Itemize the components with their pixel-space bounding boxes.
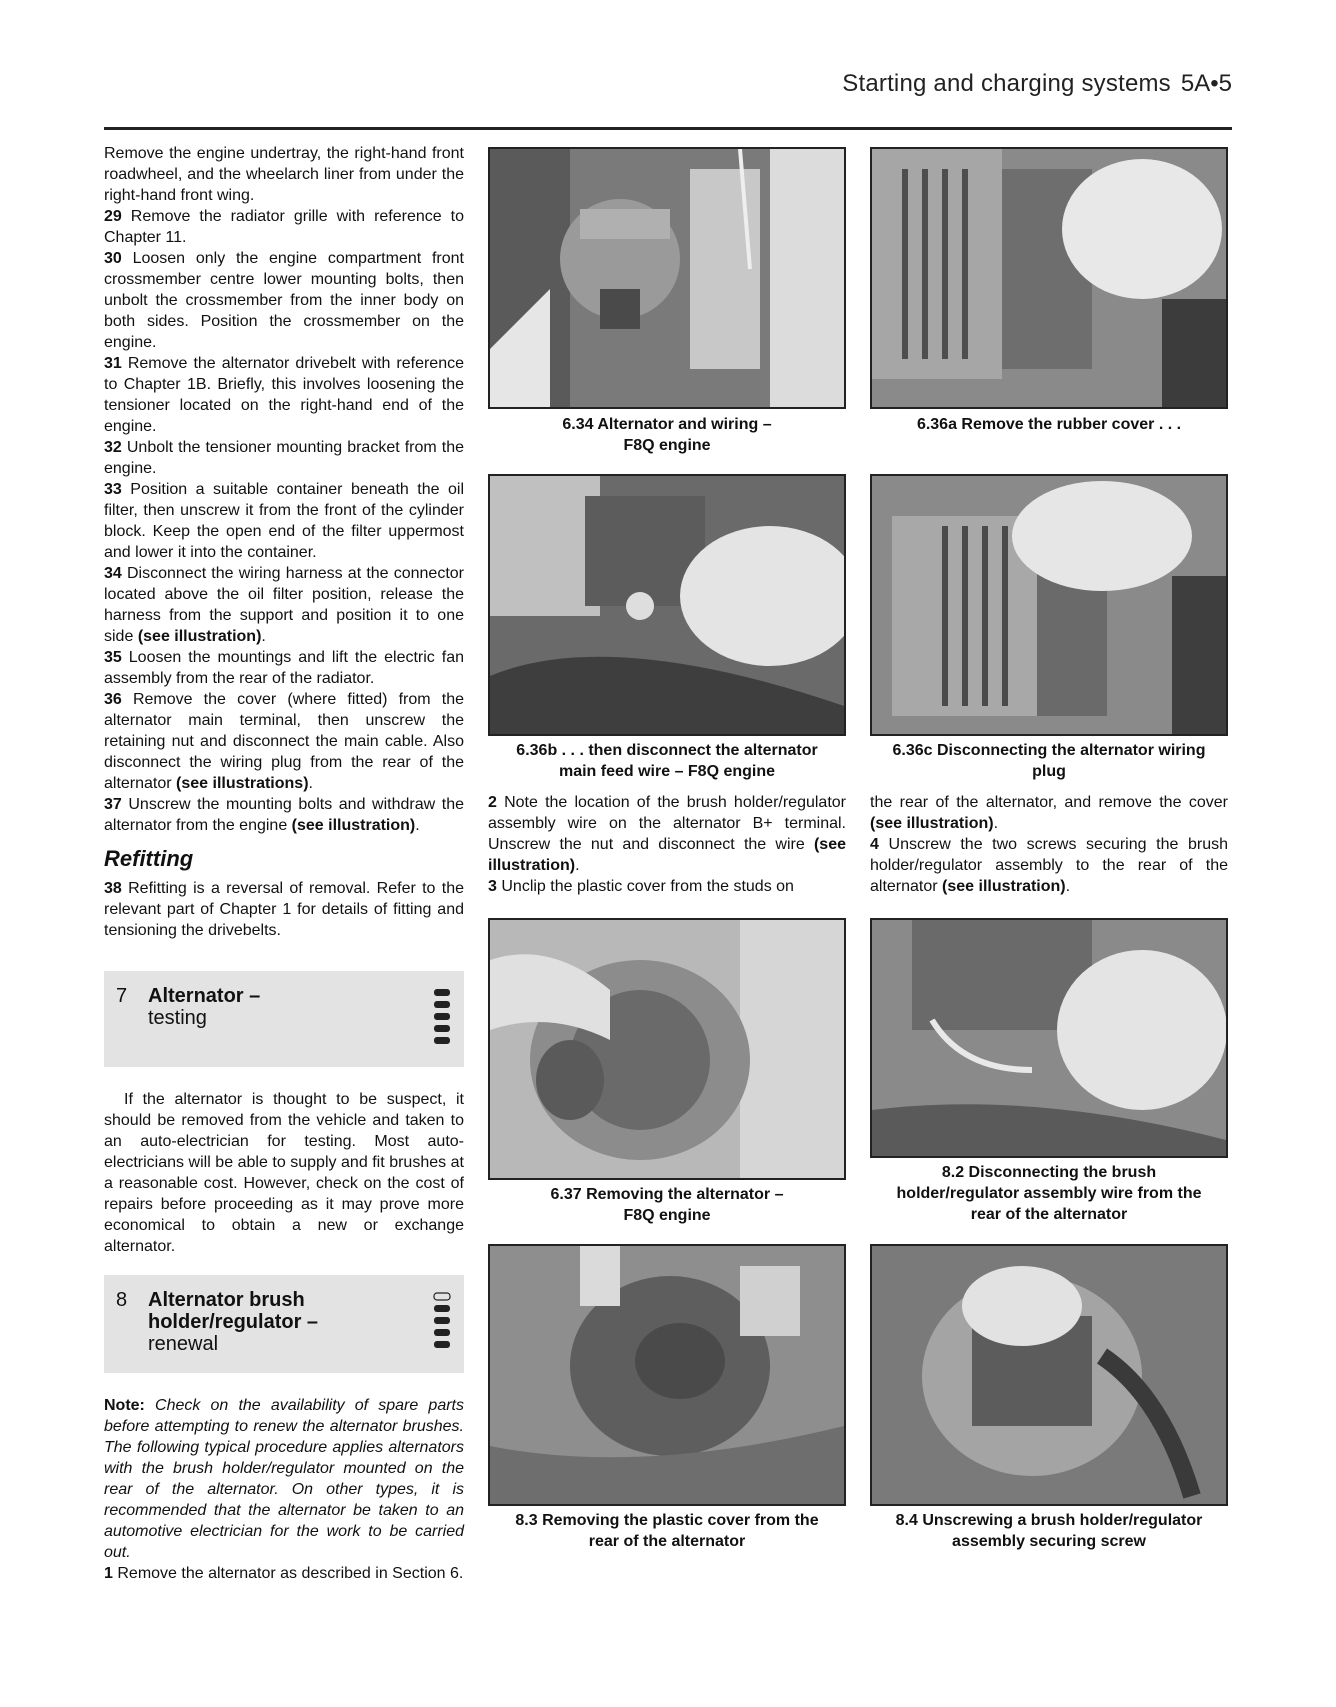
alternator-photo-icon xyxy=(490,476,844,734)
caption-6-34: 6.34 Alternator and wiring – F8Q engine xyxy=(562,416,772,454)
illustration-ref: (see illustration) xyxy=(488,836,846,874)
alternator-photo-icon xyxy=(872,149,1226,407)
difficulty-wrench-icon xyxy=(430,1291,456,1355)
alternator-photo-icon xyxy=(872,920,1226,1156)
section-8-heading xyxy=(104,1275,464,1373)
section-number: 7 xyxy=(116,985,128,1007)
section-7-heading xyxy=(104,971,464,1067)
continued-step-3: the rear of the alternator, and remove the cover (see illustration). xyxy=(870,794,1228,832)
note-paragraph: Note: Check on the availability of spare parts before attempting to renew the alternator brushes. The following typical procedure applies alternators with the brush holder/regulator mounted on the rear of the alternator. On other types, it is recommended that the alternator be taken to an automotive electrician for the work to be carried out. xyxy=(104,1397,464,1561)
alternator-photo-icon xyxy=(490,1246,844,1504)
step-4: 4 Unscrew the two screws securing the brush holder/regulator assembly to the rear of the alternator (see illustration). xyxy=(870,836,1228,895)
right-text xyxy=(870,792,1228,897)
refitting-heading: Refitting xyxy=(104,846,194,871)
step-29: 29 Remove the radiator grille with reference to Chapter 11. xyxy=(104,208,464,246)
caption-8-2: 8.2 Disconnecting the brush holder/regulator assembly wire from the rear of the alternator xyxy=(896,1164,1202,1223)
alternator-photo-icon xyxy=(490,149,844,407)
section-number: 8 xyxy=(116,1289,128,1311)
illustration-ref: (see illustrations) xyxy=(176,775,309,792)
step-32: 32 Unbolt the tensioner mounting bracket from the engine. xyxy=(104,439,465,477)
header-rule xyxy=(104,127,1232,130)
middle-text xyxy=(488,792,846,897)
illustration-ref: (see illustration) xyxy=(942,878,1066,895)
chapter-title: Starting and charging systems xyxy=(842,70,1171,97)
page-header xyxy=(0,70,1232,98)
section-title: Alternator brush holder/regulator – renewal xyxy=(148,1289,319,1355)
caption-6-36c: 6.36c Disconnecting the alternator wiring plug xyxy=(892,742,1206,780)
step-31: 31 Remove the alternator drivebelt with reference to Chapter 1B. Briefly, this involves loosening the tensioner located on the right-hand end of the engine. xyxy=(104,355,464,435)
page-number: 5A•5 xyxy=(1180,70,1232,97)
difficulty-wrench-icon xyxy=(430,987,456,1051)
step-34: 34 Disconnect the wiring harness at the connector located above the oil filter position, release the harness from the support and position it to one side (see illustration). xyxy=(104,565,465,645)
step-3: 3 Unclip the plastic cover from the studs on xyxy=(488,878,794,895)
step-36: 36 Remove the cover (where fitted) from the alternator main terminal, then unscrew the retaining nut and disconnect the main cable. Also disconnect the wiring plug from the rear of the alternator (see illustrations). xyxy=(104,691,464,792)
photo-6-34 xyxy=(488,147,846,409)
photo-8-2 xyxy=(870,918,1228,1158)
illustration-ref: (see illustration) xyxy=(137,628,262,645)
photo-8-3 xyxy=(488,1244,846,1506)
section-7-text: If the alternator is thought to be suspect, it should be removed from the vehicle and taken to an auto-electrician for testing. Most auto-electricians will be able to supply and fit brushes at a reasonable cost. However, check on the cost of repairs before proceeding as it may prove more economical to obtain a new or exchange alternator. xyxy=(104,1091,464,1255)
photo-6-36c xyxy=(870,474,1228,736)
step-30: 30 Loosen only the engine compartment front crossmember centre lower mounting bolts, then unbolt the crossmember from the inner body on both sides. Position the crossmember on the engine. xyxy=(104,250,464,351)
section-title: Alternator – testing xyxy=(148,985,261,1029)
photo-6-36a xyxy=(870,147,1228,409)
alternator-photo-icon xyxy=(872,1246,1226,1504)
alternator-photo-icon xyxy=(490,920,844,1178)
paragraph-intro: Remove the engine undertray, the right-hand front roadwheel, and the wheelarch liner from under the right-hand front wing. xyxy=(104,145,464,204)
step-2: 2 Note the location of the brush holder/regulator assembly wire on the alternator B+ terminal. Unscrew the nut and disconnect the wire (see illustration). xyxy=(488,794,846,874)
left-column xyxy=(104,143,464,1584)
illustration-ref: (see illustration) xyxy=(870,815,994,832)
caption-6-36a: 6.36a Remove the rubber cover . . . xyxy=(916,416,1182,433)
caption-6-37: 6.37 Removing the alternator – F8Q engine xyxy=(550,1186,784,1224)
step-35: 35 Loosen the mountings and lift the electric fan assembly from the rear of the radiator. xyxy=(104,649,465,687)
caption-8-4: 8.4 Unscrewing a brush holder/regulator assembly securing screw xyxy=(895,1512,1203,1550)
alternator-photo-icon xyxy=(872,476,1226,734)
photo-6-37 xyxy=(488,918,846,1180)
caption-8-3: 8.3 Removing the plastic cover from the rear of the alternator xyxy=(515,1512,819,1550)
illustration-ref: (see illustration) xyxy=(291,817,416,834)
photo-6-36b xyxy=(488,474,846,736)
step-33: 33 Position a suitable container beneath the oil filter, then unscrew it from the front of the cylinder block. Keep the open end of the filter uppermost and lower it into the container. xyxy=(104,481,465,561)
step-1: 1 Remove the alternator as described in Section 6. xyxy=(104,1565,464,1582)
step-38: 38 Refitting is a reversal of removal. Refer to the relevant part of Chapter 1 for details of fitting and tensioning the drivebelts. xyxy=(104,880,464,939)
step-37: 37 Unscrew the mounting bolts and withdraw the alternator from the engine (see illustration). xyxy=(104,796,464,834)
caption-6-36b: 6.36b . . . then disconnect the alternator main feed wire – F8Q engine xyxy=(516,742,818,780)
photo-8-4 xyxy=(870,1244,1228,1506)
